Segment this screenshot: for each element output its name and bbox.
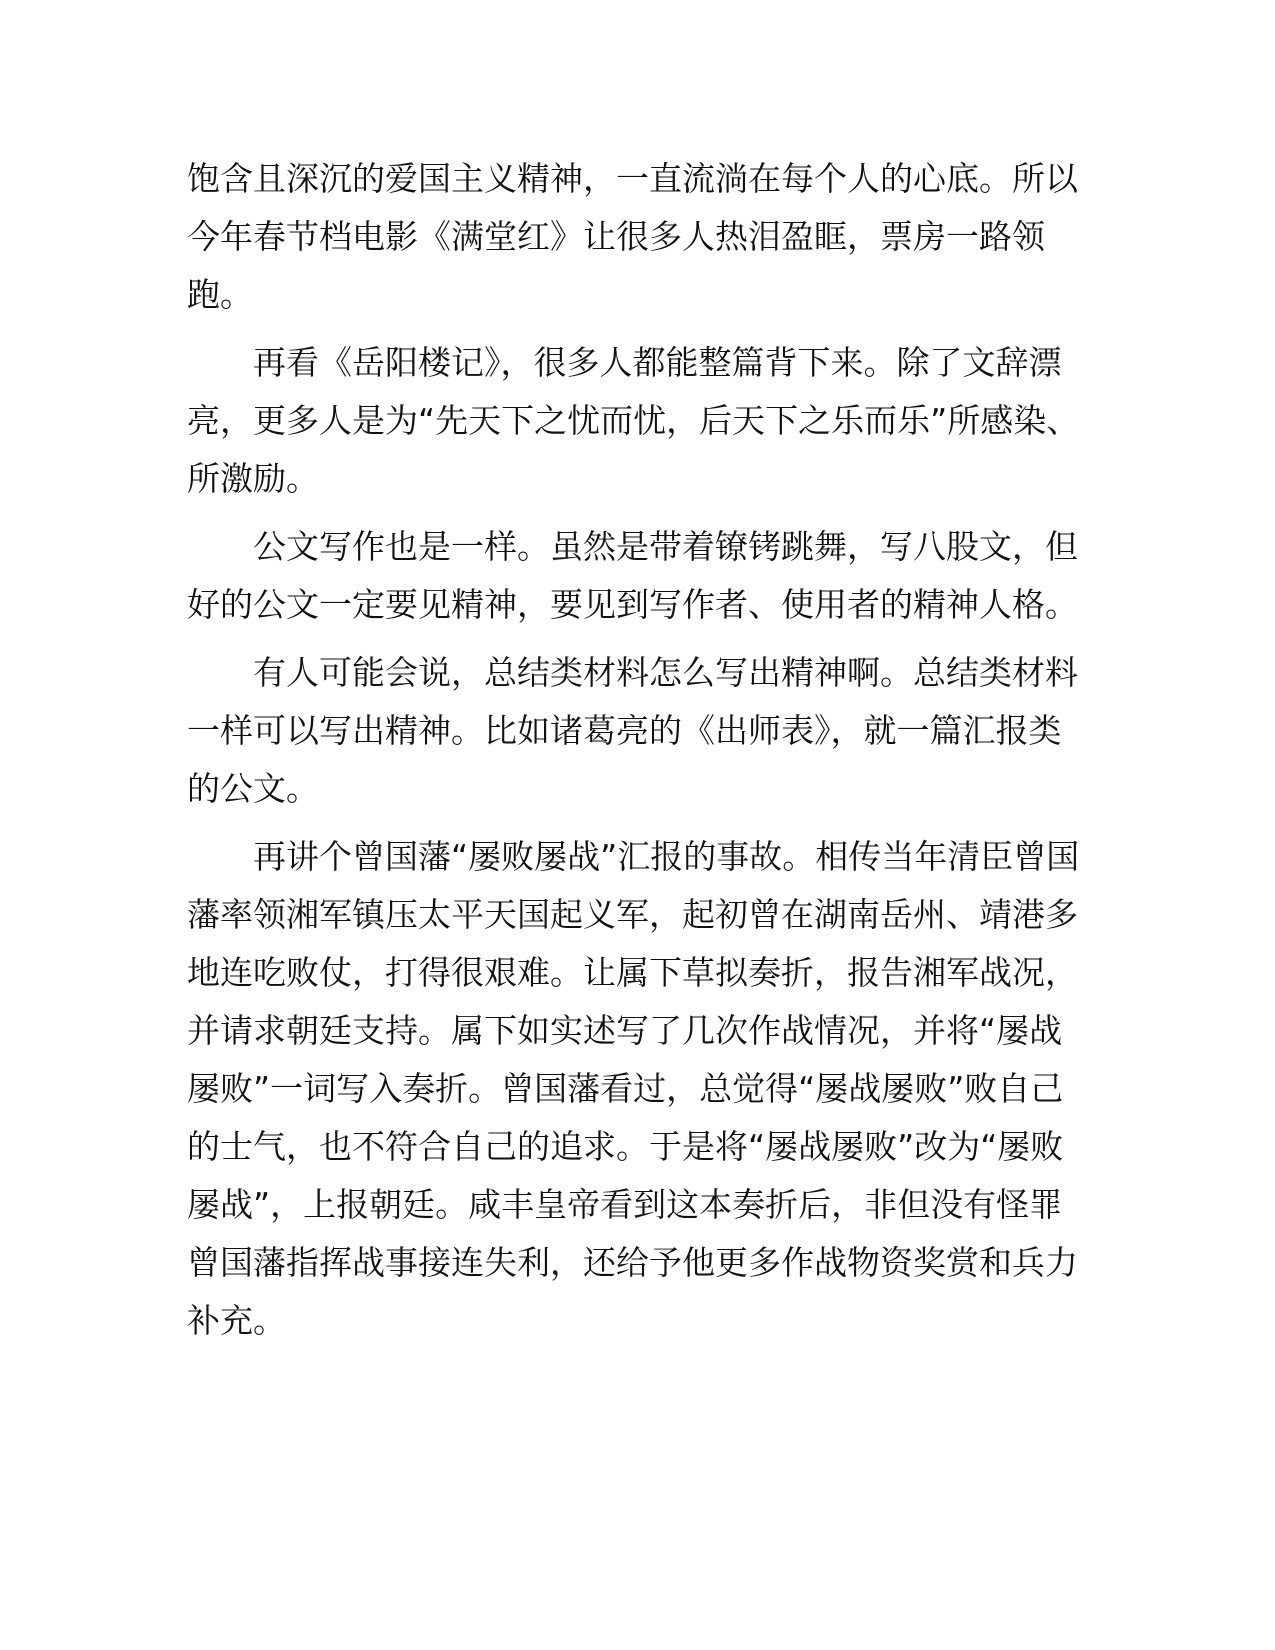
paragraph-4: 有人可能会说，总结类材料怎么写出精神啊。总结类材料一样可以写出精神。比如诸葛亮的《出师表》，就一篇汇报类的公文。 <box>187 653 1078 808</box>
document-body <box>187 150 1087 1360</box>
paragraph-1: 饱含且深沉的爱国主义精神，一直流淌在每个人的心底。所以今年春节档电影《满堂红》让很多人热泪盈眶，票房一路领跑。 <box>187 159 1078 314</box>
paragraph-5: 再讲个曾国藩“屡败屡战”汇报的事故。相传当年清臣曾国藩率领湘军镇压太平天国起义军，起初曾在湖南岳州、靖港多地连吃败仗，打得很艰难。让属下草拟奏折，报告湘军战况，并请求朝廷支持。属下如实述写了几次作战情况，并将“屡战屡败”一词写入奏折。曾国藩看过，总觉得“屡战屡败”败自己的士气，也不符合自己的追求。于是将“屡战屡败”改为“屡败屡战”，上报朝廷。咸丰皇帝看到这本奏折后，非但没有怪罪曾国藩指挥战事接连失利，还给予他更多作战物资奖赏和兵力补充。 <box>187 837 1080 1340</box>
paragraph-3: 公文写作也是一样。虽然是带着镣铐跳舞，写八股文，但好的公文一定要见精神，要见到写作者、使用者的精神人格。 <box>187 527 1078 624</box>
paragraph-2: 再看《岳阳楼记》，很多人都能整篇背下来。除了文辞漂亮，更多人是为“先天下之忧而忧，后天下之乐而乐”所感染、所激励。 <box>187 343 1080 498</box>
